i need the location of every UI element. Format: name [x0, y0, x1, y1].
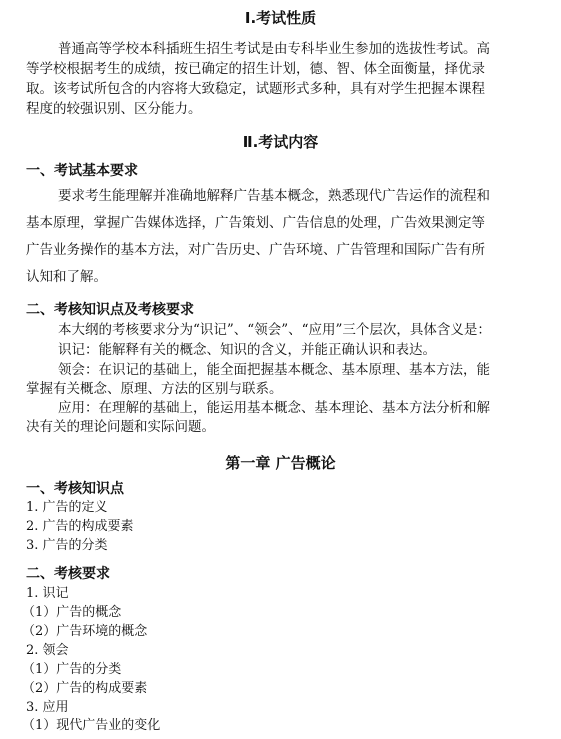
paragraph-line: 决有关的理论问题和实际问题。	[26, 419, 215, 435]
list-item: （1）现代广告业的变化	[22, 718, 161, 733]
paragraph-line: 取。该考试所包含的内容将大致稳定，试题形式多种，具有对学生把握本课程	[26, 81, 485, 97]
paragraph-line: 普通高等学校本科插班生招生考试是由专科毕业生参加的选拔性考试。高	[58, 41, 490, 57]
list-item: 3. 广告的分类	[26, 538, 108, 553]
heading-knowledge-points-requirements: 二、考核知识点及考核要求	[26, 302, 194, 318]
list-item: （2）广告环境的概念	[22, 624, 148, 639]
paragraph-line: 认知和了解。	[26, 269, 107, 285]
paragraph-line: 广告业务操作的基本方法，对广告历史、广告环境、广告管理和国际广告有所	[26, 242, 485, 258]
paragraph-line: 领会：在识记的基础上，能全面把握基本概念、基本原理、基本方法，能	[58, 362, 490, 378]
paragraph-line: 应用：在理解的基础上，能运用基本概念、基本理论、基本方法分析和解	[58, 400, 490, 416]
heading-requirements: 二、考核要求	[26, 566, 110, 582]
list-item: 3. 应用	[26, 700, 69, 715]
paragraph-line: 基本原理，掌握广告媒体选择，广告策划、广告信息的处理，广告效果测定等	[26, 215, 485, 231]
heading-knowledge-points: 一、考核知识点	[26, 481, 124, 497]
chapter-title: 第一章 广告概论	[225, 454, 336, 472]
heading-basic-requirements: 一、考试基本要求	[26, 163, 138, 179]
list-item: 2. 领会	[26, 643, 69, 658]
list-item: （1）广告的分类	[22, 662, 122, 677]
paragraph-line: 程度的较强识别、区分能力。	[26, 101, 202, 117]
list-item: 1. 识记	[26, 586, 69, 601]
paragraph-line: 本大纲的考核要求分为“识记”、“领会”、“应用”三个层次，具体含义是：	[58, 322, 491, 338]
paragraph-line: 等学校根据考生的成绩，按已确定的招生计划，德、智、体全面衡量，择优录	[26, 61, 485, 77]
list-item: （1）广告的概念	[22, 605, 122, 620]
paragraph-line: 要求考生能理解并准确地解释广告基本概念，熟悉现代广告运作的流程和	[58, 188, 490, 204]
list-item: 2. 广告的构成要素	[26, 519, 134, 534]
paragraph-line: 掌握有关概念、原理、方法的区别与联系。	[26, 381, 283, 397]
list-item: （2）广告的构成要素	[22, 681, 148, 696]
list-item: 1. 广告的定义	[26, 500, 108, 515]
section-title-exam-nature: Ⅰ.考试性质	[244, 9, 317, 27]
paragraph-line: 识记：能解释有关的概念、知识的含义，并能正确认识和表达。	[58, 342, 436, 358]
section-title-exam-content: Ⅱ.考试内容	[242, 133, 319, 151]
